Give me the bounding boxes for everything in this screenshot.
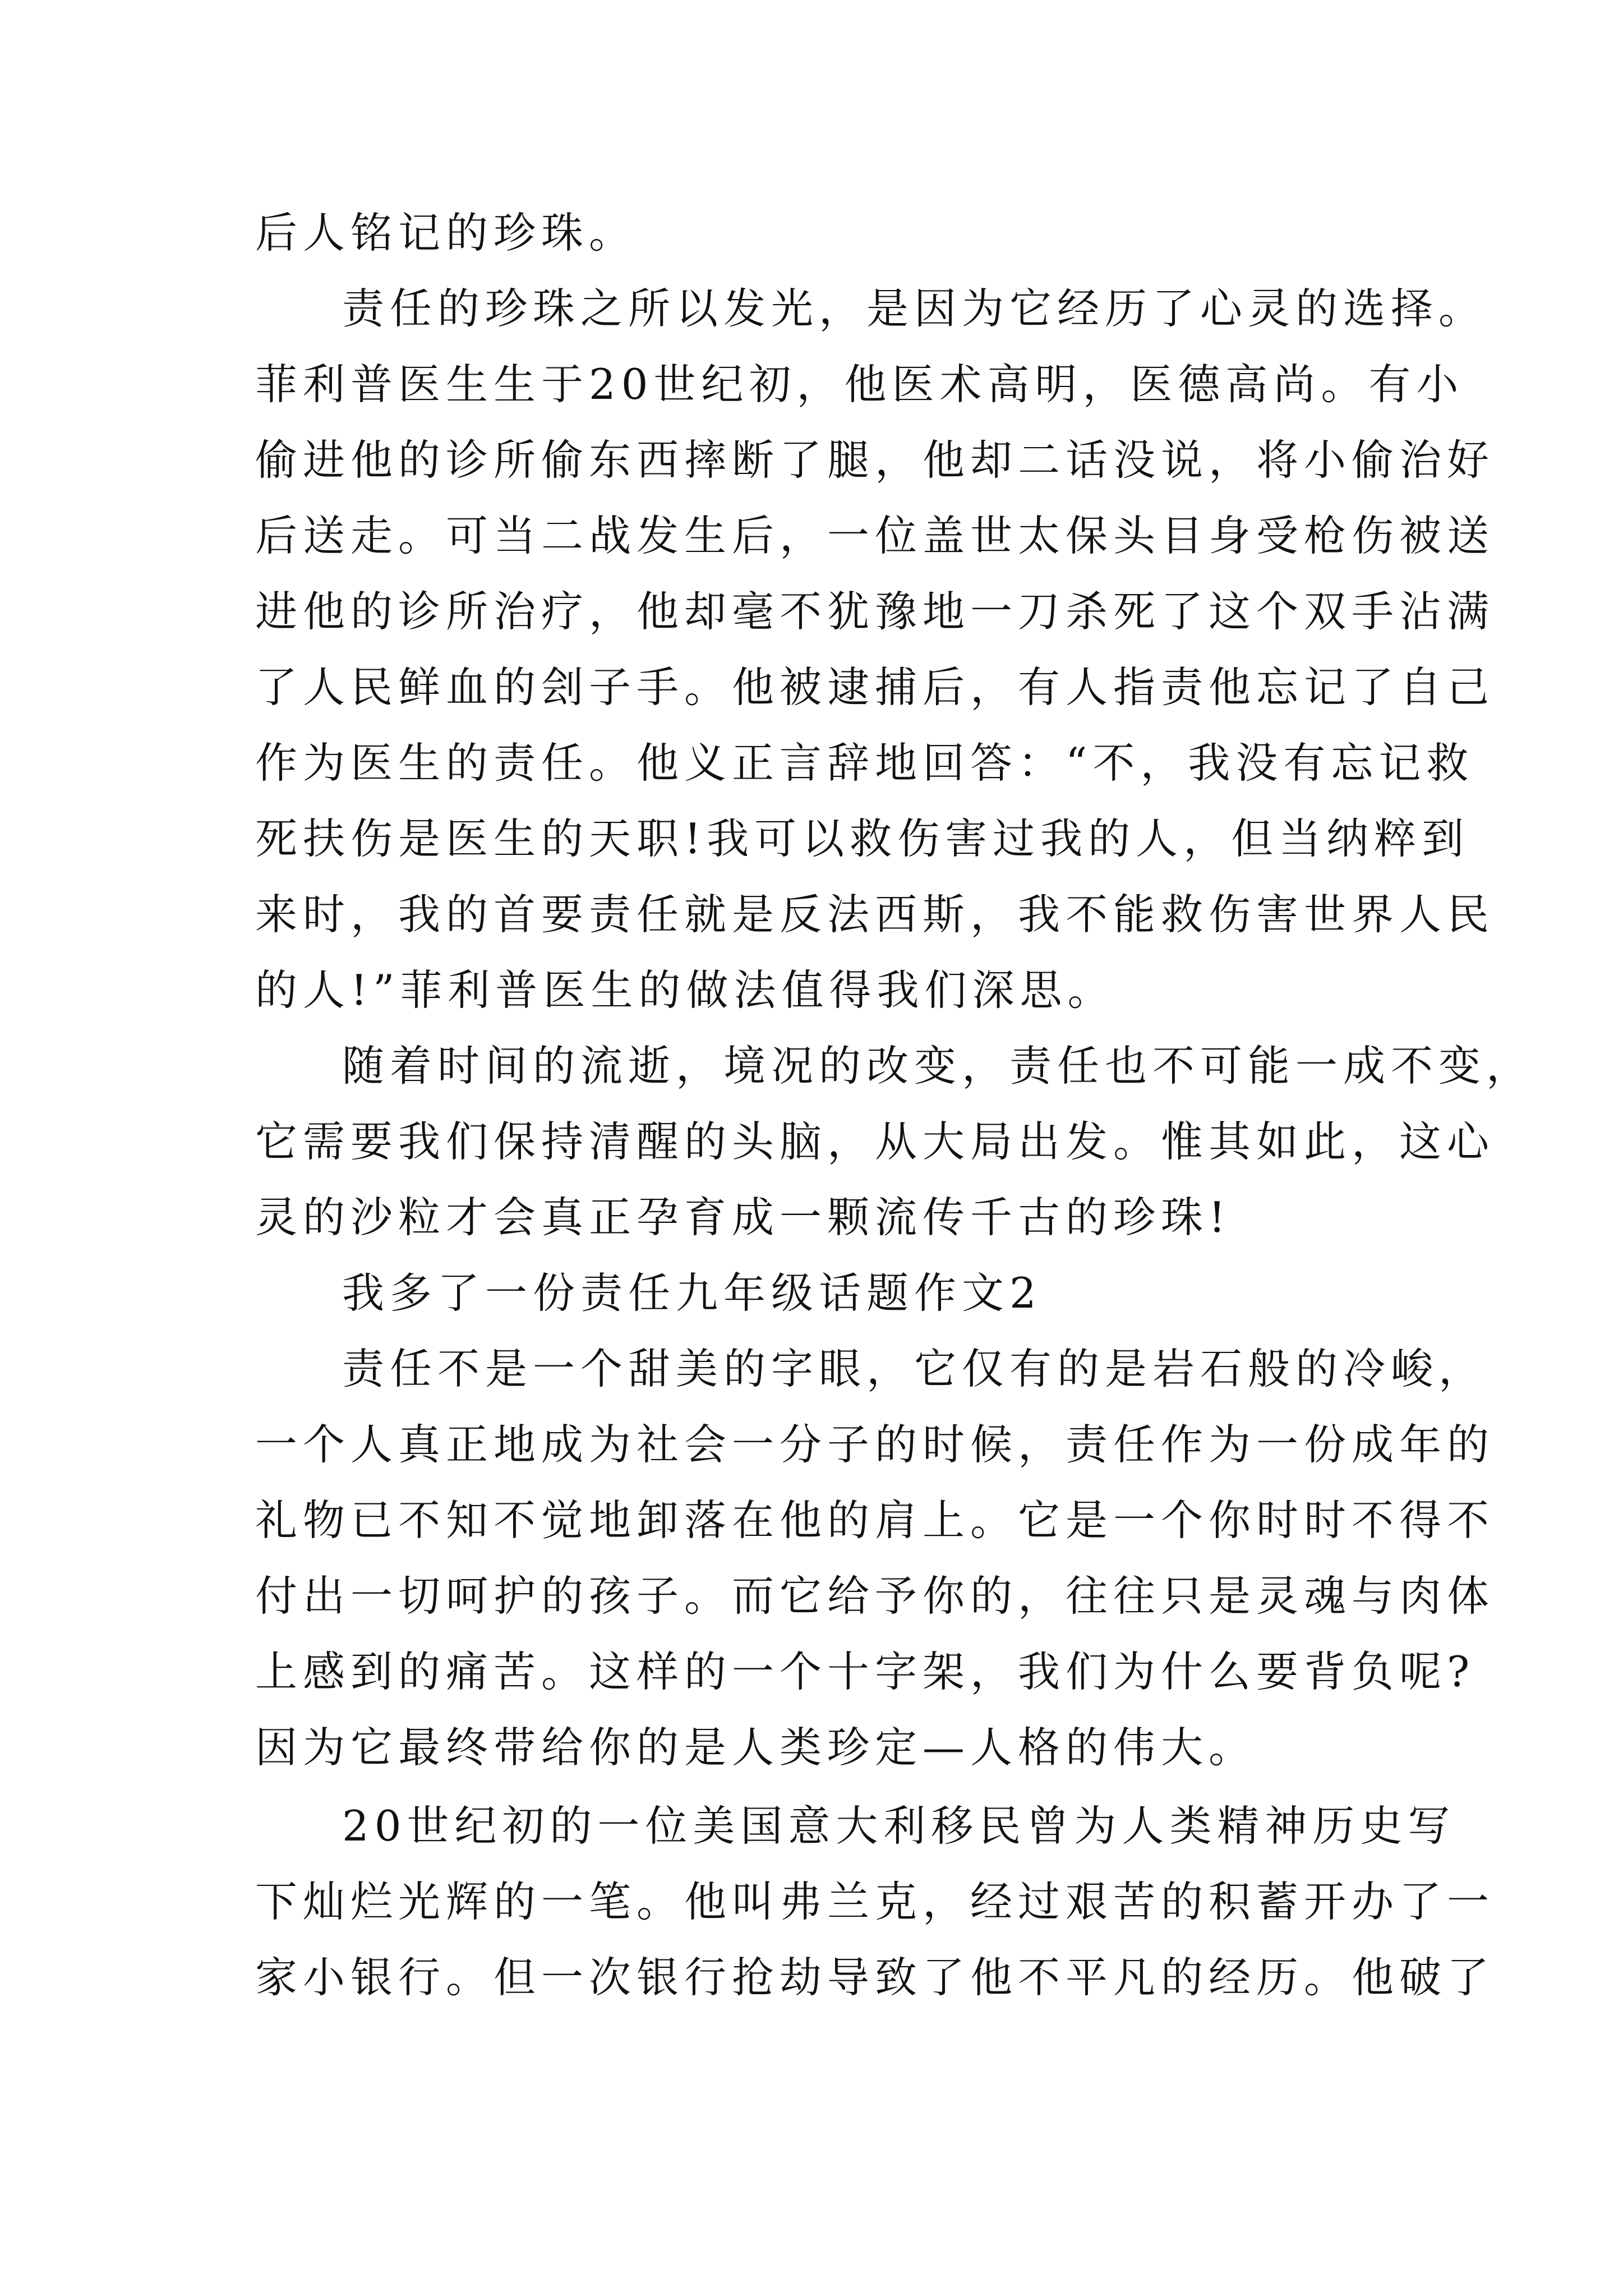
paragraph-6-line-3: 家小银行。但一次银行抢劫导致了他不平凡的经历。他破了 (255, 1953, 1495, 2002)
paragraph-2-line-6: 了人民鲜血的刽子手。他被逮捕后，有人指责他忘记了自己 (255, 662, 1495, 712)
paragraph-6-line-1: 20世纪初的一位美国意大利移民曾为人类精神历史写 (342, 1801, 1456, 1851)
paragraph-2-line-7: 作为医生的责任。他义正言辞地回答：“不，我没有忘记救 (255, 738, 1474, 788)
paragraph-1-line-1: 后人铭记的珍珠。 (255, 208, 637, 257)
paragraph-3-line-2: 它需要我们保持清醒的头脑，从大局出发。惟其如此，这心 (255, 1117, 1495, 1166)
paragraph-2-line-2: 菲利普医生生于20世纪初，他医术高明，医德高尚。有小 (255, 360, 1464, 409)
paragraph-5-line-4: 付出一切呵护的孩子。而它给予你的，往往只是灵魂与肉体 (255, 1571, 1495, 1621)
paragraph-5-line-6: 因为它最终带给你的是人类珍定—人格的伟大。 (255, 1723, 1257, 1772)
paragraph-2-line-9: 来时，我的首要责任就是反法西斯，我不能救伤害世界人民 (255, 890, 1495, 939)
paragraph-3-line-3: 灵的沙粒才会真正孕育成一颗流传千古的珍珠! (255, 1193, 1232, 1242)
paragraph-2-line-5: 进他的诊所治疗，他却毫不犹豫地一刀杀死了这个双手沾满 (255, 587, 1495, 636)
paragraph-6-line-2: 下灿烂光辉的一笔。他叫弗兰克，经过艰苦的积蓄开办了一 (255, 1877, 1495, 1926)
paragraph-3-line-1: 随着时间的流逝，境况的改变，责任也不可能一成不变， (342, 1041, 1534, 1091)
essay-title: 我多了一份责任九年级话题作文2 (342, 1268, 1042, 1318)
paragraph-2-line-3: 偷进他的诊所偷东西摔断了腿，他却二话没说，将小偷治好 (255, 435, 1495, 485)
paragraph-2-line-8: 死扶伤是医生的天职!我可以救伤害过我的人，但当纳粹到 (255, 814, 1470, 863)
paragraph-5-line-2: 一个人真正地成为社会一分子的时候，责任作为一份成年的 (255, 1420, 1495, 1469)
paragraph-2-line-10: 的人!”菲利普医生的做法值得我们深思。 (255, 965, 1115, 1015)
paragraph-5-line-5: 上感到的痛苦。这样的一个十字架，我们为什么要背负呢? (255, 1647, 1476, 1696)
paragraph-2-line-4: 后送走。可当二战发生后，一位盖世太保头目身受枪伤被送 (255, 511, 1495, 560)
paragraph-5-line-1: 责任不是一个甜美的字眼，它仅有的是岩石般的冷峻， (342, 1344, 1487, 1393)
paragraph-5-line-3: 礼物已不知不觉地卸落在他的肩上。它是一个你时时不得不 (255, 1496, 1495, 1545)
paragraph-2-line-1: 责任的珍珠之所以发光，是因为它经历了心灵的选择。 (342, 284, 1487, 333)
